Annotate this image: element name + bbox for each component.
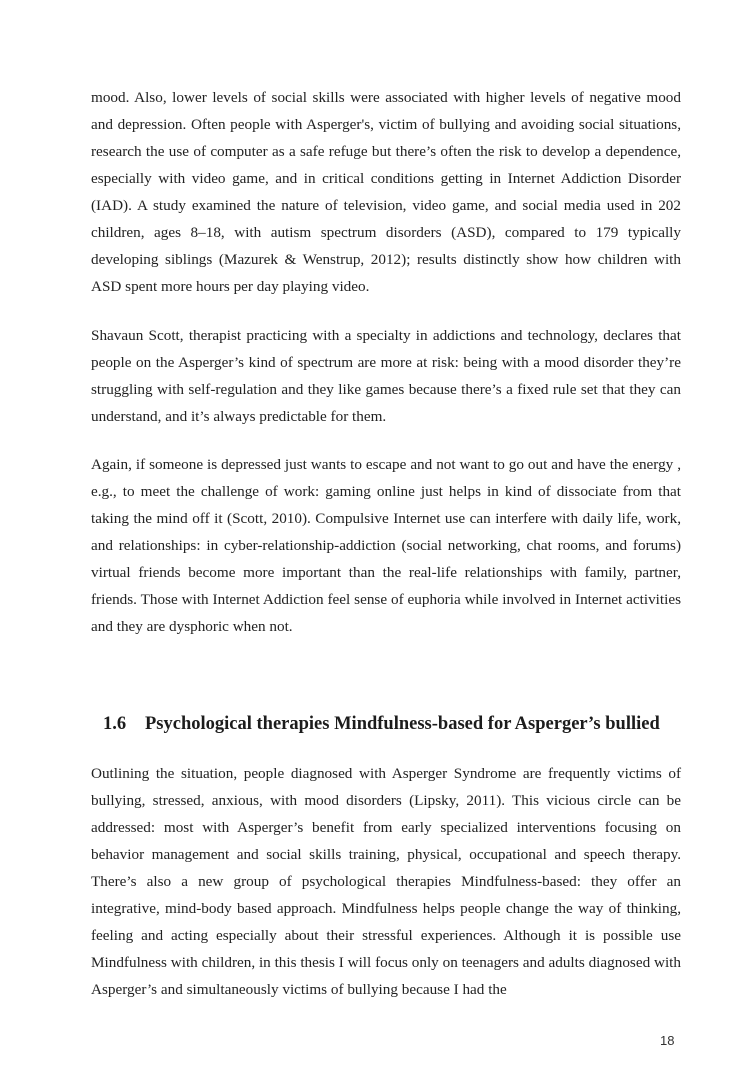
section-heading — [103, 711, 703, 737]
paragraph-gaming-escape: Again, if someone is depressed just wants to escape and not want to go out and have the energy , e.g., to meet the challenge of work: gaming online just helps in kind of dissociate from that taking the mind off it (Scott, 2010). Compulsive Internet use can interfere with daily life, work, and relationships: in cyber-relationship-addiction (social networking, chat rooms, and forums) virtual friends become more important than the real-life relationships with family, partner, friends. Those with Internet Addiction feel sense of euphoria while involved in Internet activities and they are dysphoric when not. — [91, 456, 681, 635]
paragraph-mindfulness-therapies: Outlining the situation, people diagnosed with Asperger Syndrome are frequently victims of bullying, stressed, anxious, with mood disorders (Lipsky, 2011). This vicious circle can be addressed: most with Asperger’s benefit from early specialized interventions focusing on behavior management and social skills training, physical, occupational and speech therapy. There’s also a new group of psychological therapies Mindfulness-based: they offer an integrative, mind-body based approach. Mindfulness helps people change the way of thinking, feeling and acting especially about their stressful experiences. Although it is possible use Mindfulness with children, in this thesis I will focus only on teenagers and adults diagnosed with Asperger’s and simultaneously victims of bullying because I had the — [91, 765, 681, 998]
paragraph-shavaun-scott: Shavaun Scott, therapist practicing with a specialty in addictions and technology, declares that people on the Asperger’s kind of spectrum are more at risk: being with a mood disorder they’re struggling with self-regulation and they like games because there’s a fixed rule set that they can understand, and it’s always predictable for them. — [91, 327, 681, 425]
section-number: 1.6 — [103, 714, 127, 734]
section-title: Psychological therapies Mindfulness-based for Asperger’s bullied — [145, 714, 660, 734]
page-number: 18 — [660, 1033, 675, 1048]
paragraph-mood-and-internet-addiction: mood. Also, lower levels of social skills were associated with higher levels of negative mood and depression. Often people with Asperger's, victim of bullying and avoiding social situations, research the use of computer as a safe refuge but there’s often the risk to develop a dependence, especially with video game, and in critical conditions getting in Internet Addiction Disorder (IAD). A study examined the nature of television, video game, and social media used in 202 children, ages 8–18, with autism spectrum disorders (ASD), compared to 179 typically developing siblings (Mazurek & Wenstrup, 2012); results distinctly show how children with ASD spent more hours per day playing video. — [91, 89, 681, 295]
